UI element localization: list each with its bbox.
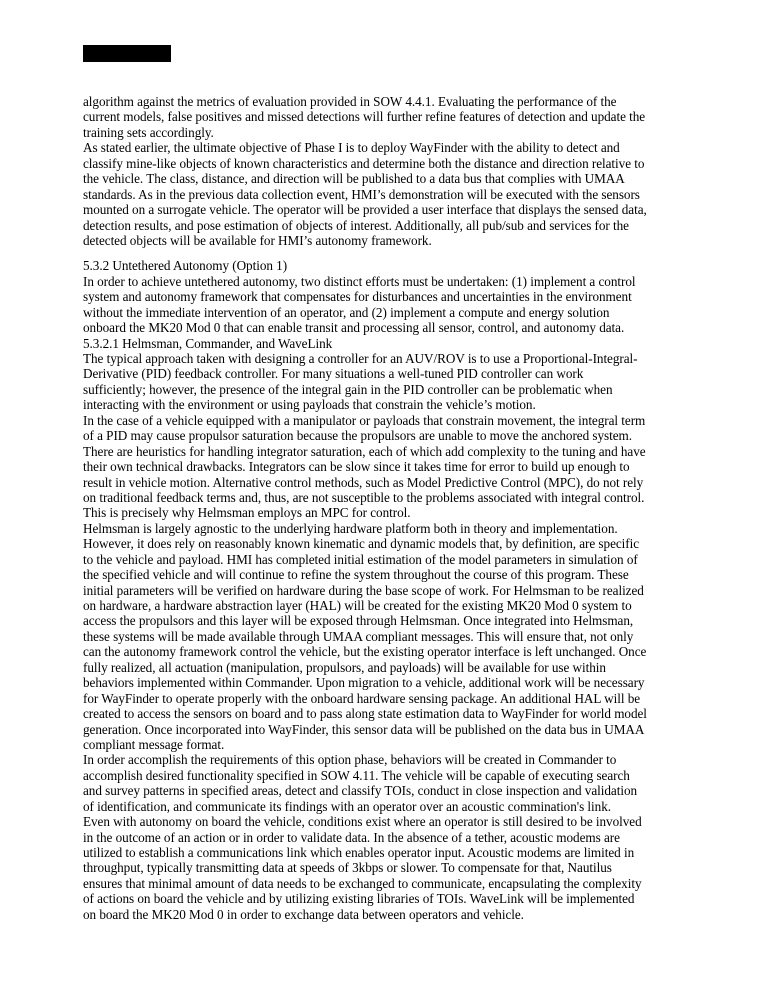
text-line: There are heuristics for handling integrator saturation, each of which add complexity to the tuning and have bbox=[83, 443, 646, 459]
text-line: As stated earlier, the ultimate objective of Phase I is to deploy WayFinder with the ability to detect and bbox=[83, 140, 620, 156]
text-line: the specified vehicle and will continue to refine the system throughout the course of this program. These bbox=[83, 567, 629, 583]
paragraph-propulsor-saturation bbox=[83, 413, 703, 521]
text-line: fully realized, all actuation (manipulation, propulsors, and payloads) will be available for use within bbox=[83, 659, 606, 675]
text-line: in the outcome of an action or in order to validate data. In the absence of a tether, acoustic modems are bbox=[83, 829, 620, 845]
text-line: on board the MK20 Mod 0 in order to exchange data between operators and vehicle. bbox=[83, 906, 524, 922]
text-line: of a PID may cause propulsor saturation because the propulsors are unable to move the anchored system. bbox=[83, 428, 632, 444]
text-line: the vehicle. The class, distance, and direction will be published to a data bus that complies with UMAA bbox=[83, 171, 625, 187]
text-line: of actions on board the vehicle and by utilizing existing libraries of TOIs. WaveLink will be implemented bbox=[83, 891, 635, 907]
paragraph-wavelink bbox=[83, 814, 703, 922]
text-line: detection results, and pose estimation of objects of interest. Additionally, all pub/sub and services for the bbox=[83, 217, 629, 233]
text-line: behaviors implemented within Commander. Upon migration to a vehicle, additional work will be necessary bbox=[83, 675, 645, 691]
text-line: detected objects will be available for HMI’s autonomy framework. bbox=[83, 232, 432, 248]
text-line: training sets accordingly. bbox=[83, 124, 214, 140]
text-line: onboard the MK20 Mod 0 that can enable transit and processing all sensor, control, and autonomy data. bbox=[83, 320, 625, 336]
text-line: In order accomplish the requirements of this option phase, behaviors will be created in Commander to bbox=[83, 752, 617, 768]
text-line: classify mine-like objects of known characteristics and determine both the distance and direction relative to bbox=[83, 155, 645, 171]
paragraph-phase-objective bbox=[83, 140, 703, 248]
section-gap bbox=[83, 248, 703, 258]
text-line: This is precisely why Helmsman employs an MPC for control. bbox=[83, 505, 411, 521]
text-line: to the vehicle and payload. HMI has completed initial estimation of the model parameters in simulation of bbox=[83, 551, 638, 567]
text-line: can the autonomy framework control the vehicle, but the existing operator interface is left unchanged. Once bbox=[83, 644, 647, 660]
text-line: However, it does rely on reasonably known kinematic and dynamic models that, by definition, are specific bbox=[83, 536, 640, 552]
text-line: current models, false positives and missed detections will further refine features of detection and update the bbox=[83, 109, 646, 125]
text-line: initial parameters will be verified on hardware during the base scope of work. For Helmsman to be realized bbox=[83, 582, 644, 598]
text-line: Helmsman is largely agnostic to the underlying hardware platform both in theory and implementation. bbox=[83, 520, 618, 536]
text-line: Even with autonomy on board the vehicle, conditions exist where an operator is still desired to be involved bbox=[83, 814, 642, 830]
text-line: accomplish desired functionality specified in SOW 4.11. The vehicle will be capable of executing search bbox=[83, 767, 630, 783]
text-line: Derivative (PID) feedback controller. For many situations a well-tuned PID controller can work bbox=[83, 366, 584, 382]
text-line: sufficiently; however, the presence of the integral gain in the PID controller can be problematic when bbox=[83, 381, 613, 397]
text-line: created to access the sensors on board and to pass along state estimation data to WayFinder for world model bbox=[83, 706, 647, 722]
text-line: their own technical drawbacks. Integrators can be slow since it takes time for error to build up enough to bbox=[83, 459, 630, 475]
text-line: compliant message format. bbox=[83, 736, 225, 752]
text-line: on hardware, a hardware abstraction layer (HAL) will be created for the existing MK20 Mod 0 system to bbox=[83, 598, 632, 613]
document-page bbox=[83, 94, 703, 922]
paragraph-helmsman-hardware bbox=[83, 521, 703, 753]
text-line: standards. As in the previous data collection event, HMI’s demonstration will be executed with the sensors bbox=[83, 186, 640, 202]
subsection-heading: 5.3.2.1 Helmsman, Commander, and WaveLink bbox=[83, 335, 333, 351]
section-heading: 5.3.2 Untethered Autonomy (Option 1) bbox=[83, 258, 288, 274]
text-line: In order to achieve untethered autonomy, two distinct efforts must be undertaken: (1) implement a control bbox=[83, 273, 636, 289]
text-line: system and autonomy framework that compensates for disturbances and uncertainties in the environment bbox=[83, 289, 632, 305]
text-line: on traditional feedback terms and, thus, are not susceptible to the problems associated with integral control. bbox=[83, 489, 645, 505]
text-line: generation. Once incorporated into WayFinder, this sensor data will be published on the data bus in UMAA bbox=[83, 721, 645, 737]
text-line: for WayFinder to operate properly with the onboard hardware sensing package. An additional HAL will be bbox=[83, 690, 641, 706]
paragraph-untethered-autonomy bbox=[83, 274, 703, 336]
text-line: of identification, and communicate its findings with an operator over an acoustic commination's link. bbox=[83, 798, 611, 814]
text-line: access the propulsors and this layer will be exposed through Helmsman. Once integrated into Helmsman, bbox=[83, 613, 634, 629]
text-line: without the immediate intervention of an operator, and (2) implement a compute and energy solution bbox=[83, 304, 610, 320]
text-line: these systems will be made available through UMAA compliant messages. This will ensure that, not only bbox=[83, 628, 634, 644]
text-line: algorithm against the metrics of evaluation provided in SOW 4.4.1. Evaluating the performance of the bbox=[83, 94, 617, 109]
text-line: and survey patterns in specified areas, detect and classify TOIs, conduct in close inspection and validation bbox=[83, 783, 638, 799]
text-line: In the case of a vehicle equipped with a manipulator or payloads that constrain movement, the integral term bbox=[83, 412, 646, 428]
text-line: throughput, typically transmitting data at speeds of 3kbps or slower. To compensate for that, Nautilus bbox=[83, 860, 612, 876]
paragraph-commander-behaviors bbox=[83, 752, 703, 814]
text-line: utilized to establish a communications link which enables operator input. Acoustic modems are limited in bbox=[83, 845, 635, 860]
paragraph-pid-controller bbox=[83, 351, 703, 413]
redaction-bar bbox=[83, 45, 171, 62]
text-line: interacting with the environment or using payloads that constrain the vehicle’s motion. bbox=[83, 397, 536, 413]
text-line: result in vehicle motion. Alternative control methods, such as Model Predictive Control (MPC), do not rely bbox=[83, 474, 644, 490]
text-line: ensures that minimal amount of data needs to be exchanged to communicate, encapsulating the complexity bbox=[83, 875, 642, 891]
paragraph-evaluation bbox=[83, 94, 703, 140]
text-line: The typical approach taken with designing a controller for an AUV/ROV is to use a Proportional-Integral- bbox=[83, 351, 638, 366]
text-line: mounted on a surrogate vehicle. The operator will be provided a user interface that displays the sensed data, bbox=[83, 202, 647, 218]
